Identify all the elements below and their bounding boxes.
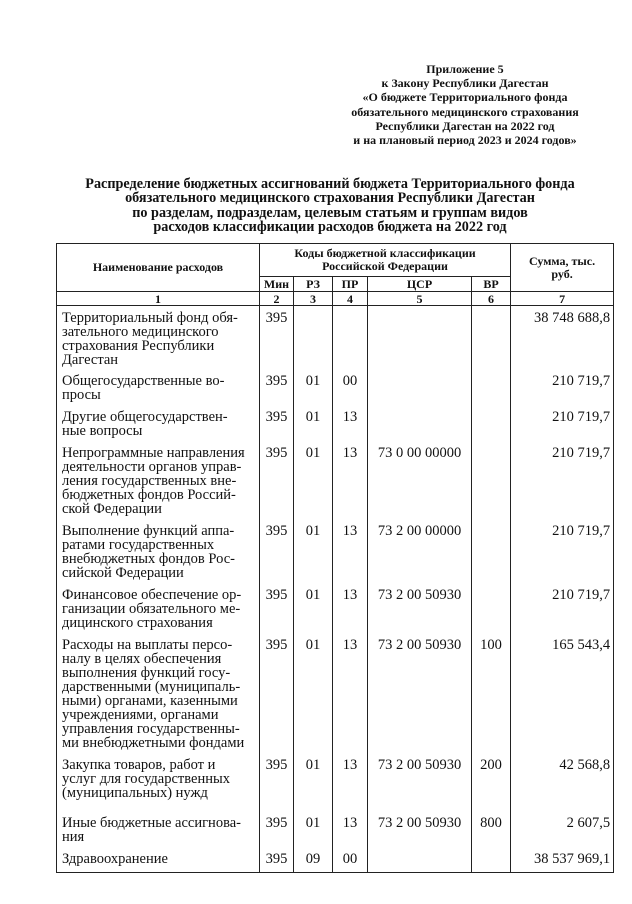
column-number: 6 [472, 292, 511, 306]
row-name-line: ратами государственных [62, 536, 215, 553]
row-name-line: ми внебюджетными фондами [62, 734, 245, 751]
column-number: 3 [294, 292, 333, 306]
table-row [57, 633, 614, 753]
row-name-line: Иные бюджетные ассигнова- [62, 814, 241, 831]
row-name-line: налу в целях обеспечения [62, 650, 222, 667]
table-row [57, 811, 614, 847]
row-name-line: зательного медицинского [62, 324, 219, 340]
row-name-line: ления государственных вне- [62, 472, 237, 489]
row-csr [368, 306, 472, 369]
table-row [57, 847, 614, 873]
row-name-line: выполнения функций госу- [62, 664, 231, 681]
table-row [57, 519, 614, 583]
row-name [57, 847, 260, 873]
row-csr [368, 847, 472, 873]
row-min: 395 [260, 583, 294, 633]
row-name-line: Здравоохранение [62, 850, 168, 867]
row-vr [472, 583, 511, 633]
row-min: 395 [260, 405, 294, 441]
row-name-line: просы [62, 386, 101, 403]
column-number: 2 [260, 292, 294, 306]
row-name [57, 441, 260, 519]
table-body [57, 306, 614, 873]
row-name [57, 405, 260, 441]
row-vr [472, 306, 511, 369]
row-rz: 01 [294, 369, 333, 405]
table-row [57, 583, 614, 633]
row-name-line: Финансовое обеспечение ор- [62, 586, 242, 603]
row-min: 395 [260, 441, 294, 519]
row-csr: 73 2 00 50930 [368, 811, 472, 847]
row-amount: 38 537 969,1 [511, 847, 614, 873]
row-amount: 210 719,7 [511, 519, 614, 583]
row-rz: 01 [294, 811, 333, 847]
row-pr: 13 [333, 519, 368, 583]
row-min: 395 [260, 811, 294, 847]
row-vr: 800 [472, 811, 511, 847]
document-title [40, 177, 620, 234]
row-name-line: Другие общегосударствен- [62, 408, 228, 425]
row-csr [368, 369, 472, 405]
row-csr [368, 405, 472, 441]
row-name [57, 519, 260, 583]
row-name-line: Выполнение функций аппа- [62, 522, 235, 539]
table-row [57, 306, 614, 369]
row-name-line: ской Федерации [62, 500, 162, 517]
row-pr: 00 [333, 369, 368, 405]
row-name-line: ния [62, 828, 85, 845]
row-name-line: страхования Республики [62, 338, 215, 354]
row-name-line: деятельности органов управ- [62, 458, 242, 475]
row-name-line: Территориальный фонд обя- [62, 310, 238, 326]
title-line: по разделам, подразделам, целевым статьям и группам видов [132, 204, 528, 221]
row-name [57, 811, 260, 847]
row-name-line: управления государственны- [62, 720, 240, 737]
row-csr: 73 2 00 00000 [368, 519, 472, 583]
appendix-line: «О бюджете Территориального фонда [362, 90, 568, 105]
row-name [57, 633, 260, 753]
row-pr: 13 [333, 633, 368, 753]
row-min: 395 [260, 753, 294, 811]
appendix-line: Республики Дагестан на 2022 год [375, 118, 555, 133]
row-min: 395 [260, 847, 294, 873]
row-pr [333, 306, 368, 369]
column-number: 7 [511, 292, 614, 306]
row-pr: 13 [333, 583, 368, 633]
header-vr: ВР [472, 277, 511, 292]
row-vr [472, 405, 511, 441]
column-number: 4 [333, 292, 368, 306]
row-name-line: дицинского страхования [62, 614, 213, 631]
row-amount: 210 719,7 [511, 583, 614, 633]
header-amount: Сумма, тыс. руб. [511, 244, 614, 292]
row-name-line: учреждениями, органами [62, 706, 219, 723]
row-name-line: дарственными (муниципаль- [62, 678, 241, 695]
title-line: расходов классификации расходов бюджета на 2022 год [153, 218, 507, 235]
table-header [57, 244, 614, 306]
row-vr: 100 [472, 633, 511, 753]
appendix-line: и на плановый период 2023 и 2024 годов» [353, 133, 577, 148]
row-amount: 38 748 688,8 [511, 306, 614, 369]
header-rz: РЗ [294, 277, 333, 292]
row-name [57, 753, 260, 811]
row-min: 395 [260, 369, 294, 405]
column-number: 1 [57, 292, 260, 306]
row-rz [294, 306, 333, 369]
row-name-line: услуг для государственных [62, 770, 230, 787]
row-pr: 13 [333, 811, 368, 847]
row-rz: 01 [294, 519, 333, 583]
row-vr [472, 441, 511, 519]
row-min: 395 [260, 633, 294, 753]
row-vr [472, 847, 511, 873]
title-line: Распределение бюджетных ассигнований бюджета Территориального фонда [85, 176, 575, 192]
column-number: 5 [368, 292, 472, 306]
row-name-line: ными) органами, казенными [62, 692, 238, 709]
row-vr [472, 369, 511, 405]
row-name-line: Общегосударственные во- [62, 372, 225, 389]
header-name: Наименование расходов [57, 244, 260, 292]
row-amount: 2 607,5 [511, 811, 614, 847]
header-min: Мин [260, 277, 294, 292]
row-amount: 165 543,4 [511, 633, 614, 753]
row-name [57, 583, 260, 633]
header-csr: ЦСР [368, 277, 472, 292]
row-name-line: Расходы на выплаты персо- [62, 636, 233, 653]
title-line: обязательного медицинского страхования Республики Дагестан [125, 190, 535, 207]
row-amount: 210 719,7 [511, 369, 614, 405]
row-rz: 01 [294, 753, 333, 811]
appendix-line: обязательного медицинского страхования [351, 104, 579, 119]
table-row [57, 369, 614, 405]
row-name-line: (муниципальных) нужд [62, 784, 208, 801]
row-rz: 01 [294, 583, 333, 633]
row-name-line: Непрограммные направления [62, 444, 245, 461]
row-csr: 73 2 00 50930 [368, 753, 472, 811]
row-rz: 01 [294, 405, 333, 441]
appendix-block [300, 62, 630, 147]
row-rz: 09 [294, 847, 333, 873]
table-row [57, 753, 614, 811]
row-name [57, 306, 260, 369]
row-amount: 42 568,8 [511, 753, 614, 811]
table-row [57, 405, 614, 441]
header-codes: Коды бюджетной классификации Российской Федерации [260, 244, 511, 277]
row-amount: 210 719,7 [511, 405, 614, 441]
row-pr: 13 [333, 441, 368, 519]
row-vr [472, 519, 511, 583]
row-csr: 73 0 00 00000 [368, 441, 472, 519]
row-pr: 13 [333, 405, 368, 441]
row-name-line: Закупка товаров, работ и [62, 756, 216, 773]
row-name-line: ганизации обязательного ме- [62, 600, 241, 617]
table-row [57, 441, 614, 519]
row-name-line: бюджетных фондов Россий- [62, 486, 236, 503]
budget-table [56, 243, 614, 873]
appendix-line: Приложение 5 [426, 62, 504, 76]
row-csr: 73 2 00 50930 [368, 633, 472, 753]
row-amount: 210 719,7 [511, 441, 614, 519]
row-name-line: Дагестан [62, 352, 119, 368]
appendix-line: к Закону Республики Дагестан [381, 76, 549, 91]
header-pr: ПР [333, 277, 368, 292]
row-vr: 200 [472, 753, 511, 811]
row-csr: 73 2 00 50930 [368, 583, 472, 633]
row-name-line: ные вопросы [62, 422, 143, 439]
row-rz: 01 [294, 633, 333, 753]
row-min: 395 [260, 306, 294, 369]
row-pr: 00 [333, 847, 368, 873]
row-rz: 01 [294, 441, 333, 519]
row-pr: 13 [333, 753, 368, 811]
row-name-line: внебюджетных фондов Рос- [62, 550, 235, 567]
row-name-line: сийской Федерации [62, 564, 184, 581]
row-min: 395 [260, 519, 294, 583]
row-name [57, 369, 260, 405]
